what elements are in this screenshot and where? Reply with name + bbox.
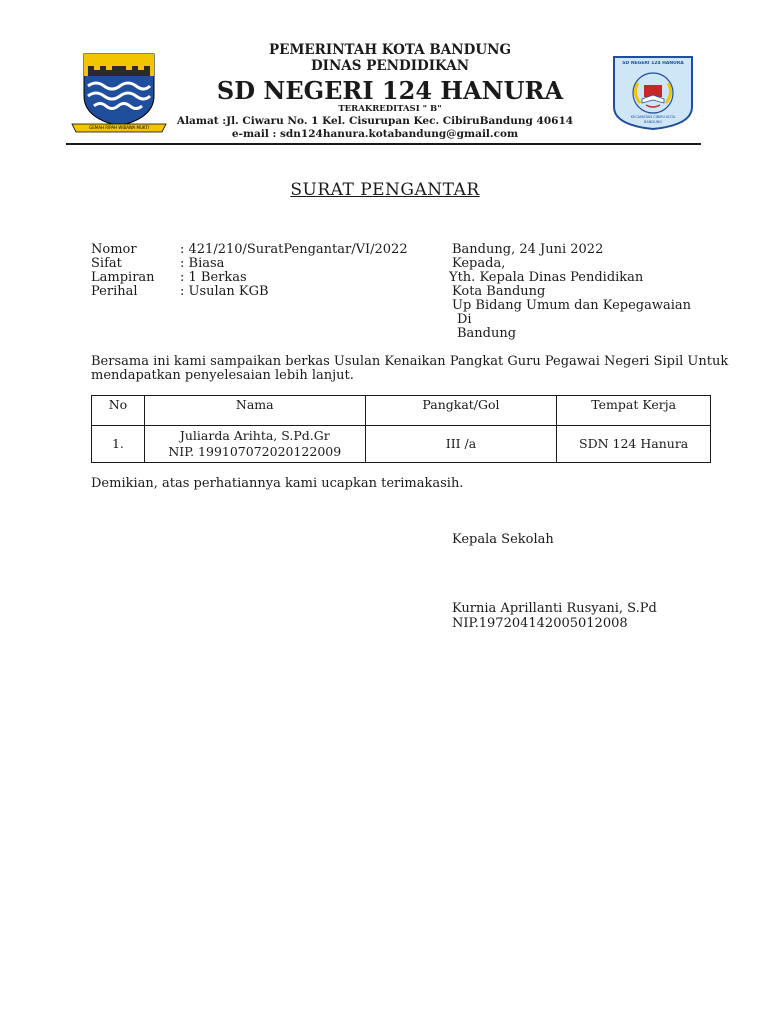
row-tempat: SDN 124 Hanura: [557, 426, 711, 463]
closing-text: Demikian, atas perhatiannya kami ucapkan terimakasih.: [91, 476, 464, 491]
perihal-label: Perihal: [91, 284, 138, 299]
table-header-row: [92, 396, 711, 426]
school-name: SD NEGERI 124 HANURA: [216, 76, 564, 105]
logo-top-text: SD NEGERI 124 HANURA: [622, 61, 684, 66]
table-row: [92, 426, 711, 463]
recipient-city: Kota Bandung: [452, 284, 546, 299]
recipient-kepada: Kepada,: [452, 256, 506, 271]
lampiran-value: : 1 Berkas: [180, 270, 247, 285]
accreditation: TERAKREDITASI " B": [338, 104, 442, 114]
row-nip: NIP. 199107072020122009: [168, 444, 342, 459]
school-logo: [608, 55, 698, 131]
nomor-value: : 421/210/SuratPengantar/VI/2022: [180, 242, 408, 257]
logo-bottom-text: KECAMATAN CIBIRU KOTA BANDUNG: [630, 115, 676, 124]
signature-role: Kepala Sekolah: [452, 532, 554, 547]
signature-nip: NIP.197204142005012008: [452, 616, 628, 631]
employee-table: [91, 395, 711, 463]
lampiran-label: Lampiran: [91, 270, 155, 285]
recipient-di: Di: [457, 312, 472, 327]
letter-date: Bandung, 24 Juni 2022: [452, 242, 604, 257]
row-no: 1.: [92, 426, 145, 463]
perihal-value: : Usulan KGB: [180, 284, 269, 299]
row-pangkat: III /a: [365, 426, 557, 463]
recipient-place: Bandung: [457, 326, 517, 341]
sifat-label: Sifat: [91, 256, 122, 271]
header-nama: Nama: [144, 396, 365, 426]
body-line-2: mendapatkan penyelesaian lebih lanjut.: [91, 368, 354, 383]
nomor-label: Nomor: [91, 242, 137, 257]
recipient-yth: Yth. Kepala Dinas Pendidikan: [449, 270, 644, 285]
header-line-1: PEMERINTAH KOTA BANDUNG: [269, 42, 511, 58]
row-nama: Juliarda Arihta, S.Pd.Gr: [179, 428, 330, 443]
logo-motto: GEMAH RIPAH WIBAWA MUKTI: [89, 125, 149, 130]
body-line-1: Bersama ini kami sampaikan berkas Usulan Kenaikan Pangkat Guru Pegawai Negeri Sipil Untuk: [91, 354, 729, 369]
address: Alamat :Jl. Ciwaru No. 1 Kel. Cisurupan Kec. CibiruBandung 40614: [176, 115, 574, 127]
header-line-2: DINAS PENDIDIKAN: [310, 58, 470, 74]
header-pangkat: Pangkat/Gol: [365, 396, 557, 426]
sifat-value: : Biasa: [180, 256, 225, 271]
letter-title: SURAT PENGANTAR: [290, 180, 480, 200]
signature-name: Kurnia Aprillanti Rusyani, S.Pd: [452, 601, 657, 616]
row-nama-cell: [144, 426, 365, 463]
email: e-mail : sdn124hanura.kotabandung@gmail.com: [231, 128, 519, 140]
header-divider: [66, 143, 701, 145]
header-no: No: [92, 396, 145, 426]
recipient-up: Up Bidang Umum dan Kepegawaian: [452, 298, 692, 313]
header-tempat: Tempat Kerja: [557, 396, 711, 426]
